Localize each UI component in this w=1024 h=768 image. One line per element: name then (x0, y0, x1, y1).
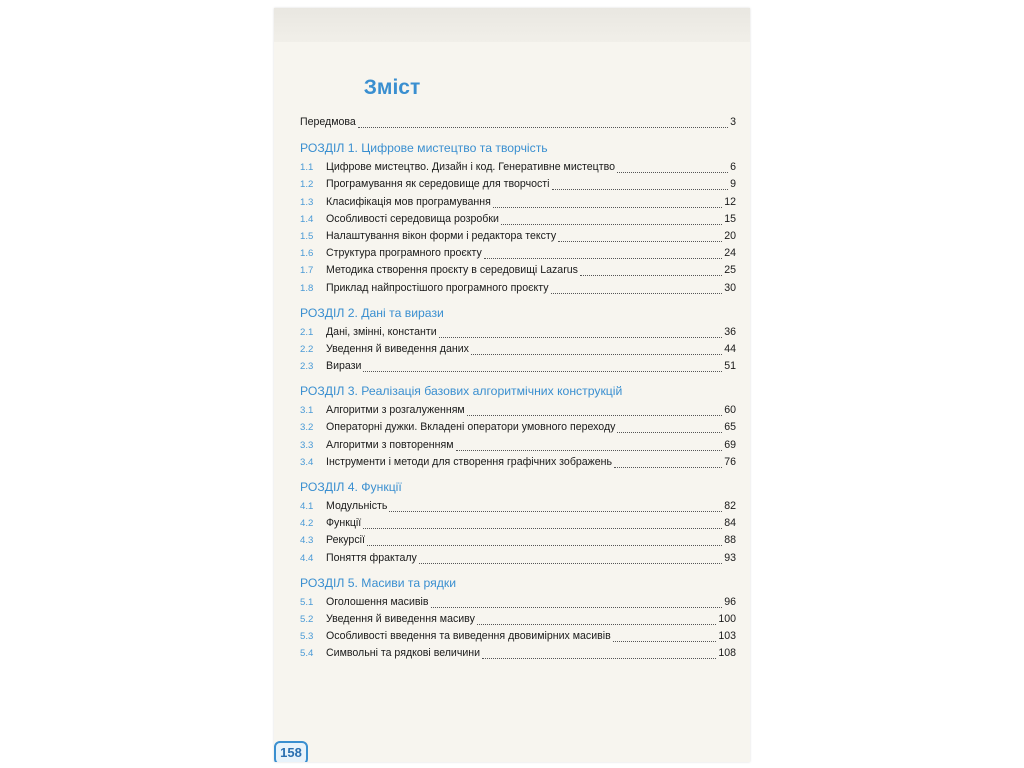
toc-entry-preface (300, 114, 736, 131)
toc-entry (300, 419, 736, 436)
toc-entry (300, 550, 736, 567)
toc-entry-page: 24 (724, 247, 736, 260)
toc-entry-page: 51 (724, 360, 736, 373)
toc-entry-page: 108 (718, 647, 736, 660)
toc-entry (300, 341, 736, 358)
dot-leader (558, 229, 722, 242)
toc-entry-number: 1.1 (300, 162, 314, 174)
toc-entry-page: 88 (724, 534, 736, 547)
toc-entry (300, 628, 736, 645)
toc-entry-page: 84 (724, 517, 736, 530)
toc-entry-number: 1.2 (300, 179, 314, 191)
toc-entry-label: Особливості введення та виведення двовимірних масивів (326, 630, 611, 643)
dot-leader (551, 281, 723, 294)
toc-entry-label: Символьні та рядкові величини (326, 647, 481, 660)
toc-entry-page: 15 (724, 212, 736, 225)
toc-entry-page: 12 (724, 195, 736, 208)
toc-entry-number: 2.2 (300, 343, 314, 355)
toc-entry-number: 3.2 (300, 422, 314, 434)
toc-entry-page: 93 (724, 551, 736, 564)
toc-entry-page: 103 (718, 630, 736, 643)
dot-leader (493, 195, 722, 208)
toc-entry (300, 645, 736, 662)
toc-entry (300, 437, 736, 454)
section-heading: РОЗДІЛ 5. Масиви та рядки (300, 575, 457, 590)
toc-entry-label: Уведення й виведення масиву (326, 612, 475, 625)
toc-entry (300, 454, 736, 471)
toc-entry (300, 324, 736, 341)
toc-entry-number: 5.2 (300, 613, 314, 625)
dot-leader (617, 160, 728, 173)
dot-leader (431, 595, 723, 608)
page-top-strip (274, 8, 750, 42)
toc-entry-number: 4.1 (300, 501, 314, 512)
toc-entry-number: 5.3 (300, 631, 314, 643)
toc-entry-number: 5.1 (300, 596, 314, 608)
section-heading: РОЗДІЛ 3. Реалізація базових алгоритмічних конструкцій (300, 384, 623, 399)
toc-entry-number: 4.4 (300, 552, 314, 564)
toc-entry-label: Алгоритми з повторенням (326, 438, 454, 451)
section-heading: РОЗДІЛ 1. Цифрове мистецтво та творчість (300, 141, 548, 156)
dot-leader (363, 359, 722, 372)
toc-entry-number: 3.4 (300, 456, 314, 468)
toc-entry-page: 96 (724, 595, 736, 608)
dot-leader (484, 246, 722, 259)
dot-leader (471, 342, 722, 355)
toc-entry-number: 5.4 (300, 648, 314, 660)
dot-leader (614, 455, 722, 468)
toc-entry-label: Інструменти і методи для створення графічних зображень (326, 455, 613, 468)
toc-entry-label: Поняття фракталу (326, 551, 417, 564)
toc-entry-label: Рекурсії (326, 534, 365, 547)
toc-entry-page: 36 (724, 325, 736, 338)
toc-entry-number: 2.3 (300, 361, 314, 373)
toc-entry-label: Особливості середовища розробки (326, 212, 499, 225)
toc-entry-page: 30 (724, 281, 736, 294)
toc-entry (300, 515, 736, 532)
dot-leader (580, 263, 722, 276)
toc-entry-label: Структура програмного проєкту (326, 247, 482, 260)
toc-entry (300, 194, 736, 211)
toc-entry-page: 9 (730, 178, 736, 191)
page-number-badge: 158 (274, 741, 308, 762)
toc-entry (300, 159, 736, 176)
toc-entry-page: 76 (724, 455, 736, 468)
toc-entry (300, 228, 736, 245)
toc-entry-label: Функції (326, 517, 362, 530)
dot-leader (419, 551, 722, 564)
page-title: Зміст (363, 76, 421, 99)
section-heading: РОЗДІЛ 2. Дані та вирази (300, 305, 444, 320)
toc-entry-page: 6 (730, 161, 736, 174)
toc-entry-page: 69 (724, 438, 736, 451)
toc-entry (300, 358, 736, 375)
dot-leader (552, 177, 729, 190)
table-of-contents (300, 114, 736, 663)
toc-entry (300, 262, 736, 279)
book-page (274, 8, 750, 762)
section-heading: РОЗДІЛ 4. Функції (300, 480, 402, 494)
toc-entry-label: Методика створення проєкту в середовищі Lazarus (326, 264, 578, 277)
toc-entry-label: Оголошення масивів (326, 595, 429, 608)
dot-leader (367, 533, 722, 546)
toc-entry (300, 245, 736, 262)
dot-leader (501, 212, 722, 225)
toc-entry-label: Вирази (326, 360, 362, 373)
dot-leader (439, 325, 723, 338)
toc-entry-number: 3.3 (300, 439, 314, 451)
toc-entry-page: 82 (724, 500, 736, 512)
toc-entry-label: Операторні дужки. Вкладені оператори умовного переходу (326, 421, 616, 434)
toc-entry-page: 44 (724, 342, 736, 355)
dot-leader (389, 499, 722, 512)
toc-entry (300, 611, 736, 628)
toc-entry-number: 3.1 (300, 405, 314, 417)
toc-entry-page: 20 (724, 229, 736, 242)
toc-entry (300, 402, 736, 419)
toc-entry-label: Цифрове мистецтво. Дизайн і код. Генеративне мистецтво (326, 161, 615, 174)
dot-leader (477, 612, 716, 625)
dot-leader (358, 115, 728, 128)
toc-entry-page: 3 (730, 116, 736, 128)
dot-leader (617, 420, 722, 433)
dot-leader (613, 629, 717, 642)
toc-entry (300, 280, 736, 297)
toc-entry-page: 65 (724, 421, 736, 434)
toc-entry (300, 211, 736, 228)
toc-entry-label: Налаштування вікон форми і редактора тексту (326, 229, 557, 242)
toc-entry (300, 176, 736, 193)
toc-entry-label: Алгоритми з розгалуженням (326, 404, 465, 417)
toc-entry-page: 60 (724, 404, 736, 417)
dot-leader (456, 438, 723, 451)
toc-entry-number: 4.2 (300, 518, 314, 530)
toc-entry (300, 594, 736, 611)
toc-entry-label: Приклад найпростішого програмного проєкту (326, 281, 549, 294)
dot-leader (482, 646, 716, 659)
dot-leader (467, 403, 722, 416)
toc-entry (300, 498, 736, 515)
toc-entry-number: 2.1 (300, 326, 314, 338)
toc-entry-number: 4.3 (300, 535, 314, 547)
toc-entry-label: Модульність (326, 500, 388, 512)
toc-entry-number: 1.4 (300, 213, 314, 225)
toc-entry-number: 1.5 (300, 230, 314, 242)
toc-entry-label: Класифікація мов програмування (326, 195, 491, 208)
toc-entry-number: 1.7 (300, 265, 314, 277)
toc-entry-label: Уведення й виведення даних (326, 342, 469, 355)
toc-entry-page: 100 (718, 612, 736, 625)
toc-entry-label: Дані, змінні, константи (326, 325, 437, 338)
toc-entry-label: Програмування як середовище для творчості (326, 178, 550, 191)
toc-entry-number: 1.3 (300, 196, 314, 208)
toc-entry-number: 1.6 (300, 248, 314, 260)
toc-entry-number: 1.8 (300, 282, 314, 294)
toc-entry (300, 532, 736, 549)
toc-entry-label: Передмова (300, 116, 356, 128)
toc-entry-page: 25 (724, 264, 736, 277)
dot-leader (363, 516, 722, 529)
